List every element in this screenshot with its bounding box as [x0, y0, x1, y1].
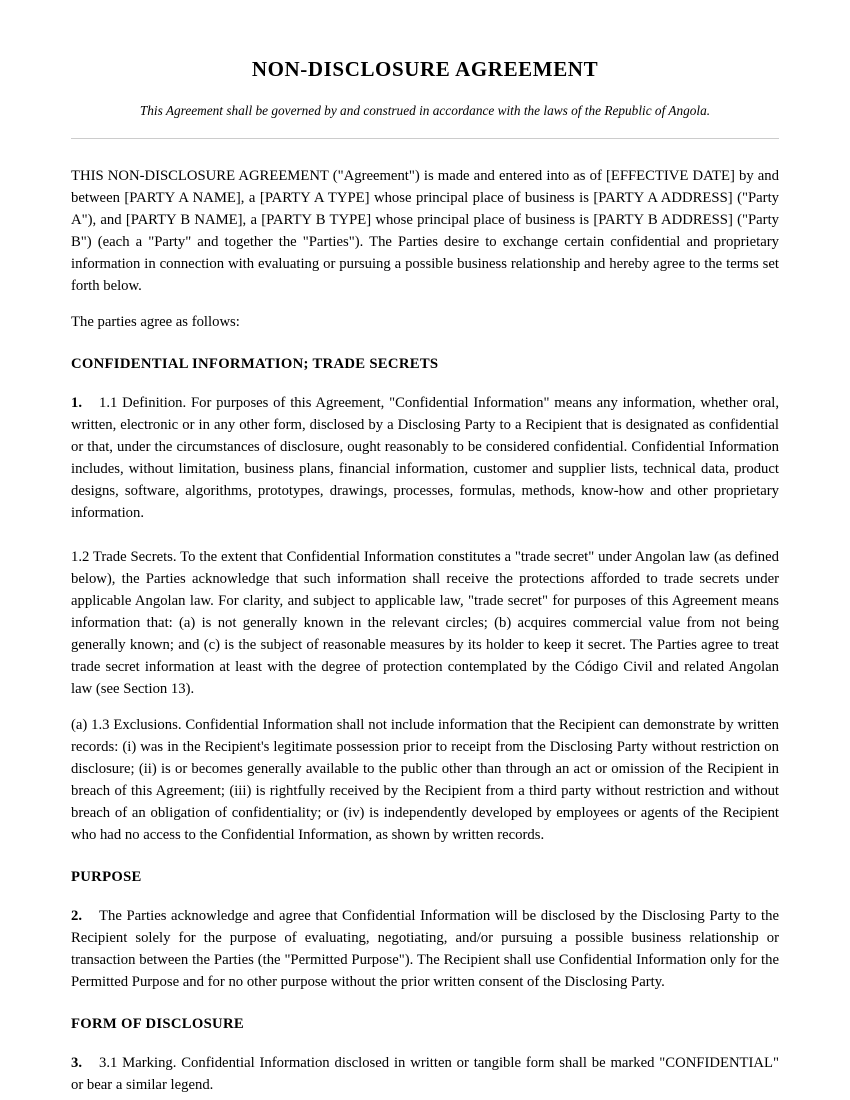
- clause-1-definition: [71, 392, 779, 524]
- lead-paragraph: The parties agree as follows:: [71, 314, 240, 330]
- clause-1-2-trade-secrets: [71, 546, 779, 700]
- clause-number: 3.: [71, 1055, 83, 1071]
- governing-law-note: This Agreement shall be governed by and construed in accordance with the laws of the Republic of Angola.: [139, 103, 711, 118]
- intro-paragraph: THIS NON-DISCLOSURE AGREEMENT ("Agreement") is made and entered into as of [EFFECTIVE DATE] by and between [PARTY A NAME], a [PARTY A TYPE] whose principal place of business is [PARTY A ADDRESS] ("Party A"), and [PARTY B NAME], a [PARTY B TYPE] whose principal place of business is [PARTY B ADDRESS] ("Party B") (each a "Party" and together the "Parties"). The Parties desire to exchange certain confidential and proprietary information in connection with evaluating or pursuing a possible business relationship and hereby agree to the terms set forth below.: [71, 168, 779, 294]
- clause-text: (a) 1.3 Exclusions. Confidential Information shall not include information that the Recipient can demonstrate by written records: (i) was in the Recipient's legitimate possession prior to receipt from the Disclosing Party without restriction on disclosure; (ii) is or becomes generally available to the public other than through an act or omission of the Recipient in breach of this Agreement; (iii) is rightfully received by the Recipient from a third party without restriction and without breach of an obligation of confidentiality; or (iv) is independently developed by employees or agents of the Recipient who had no access to the Confidential Information, as shown by written records.: [71, 717, 779, 843]
- section-heading-form-of-disclosure: FORM OF DISCLOSURE: [71, 1016, 244, 1032]
- clause-text: 3.1 Marking. Confidential Information disclosed in written or tangible form shall be marked "CONFIDENTIAL" or bear a similar legend.: [71, 1055, 779, 1093]
- clause-text: 1.1 Definition. For purposes of this Agreement, "Confidential Information" means any information, whether oral, written, electronic or in any other form, disclosed by a Disclosing Party to a Recipient that is designated as confidential or that, under the circumstances of disclosure, ought reasonably to be considered confidential. Confidential Information includes, without limitation, business plans, financial information, customer and supplier lists, technical data, product designs, software, algorithms, prototypes, drawings, processes, formulas, methods, know-how and other proprietary information.: [71, 395, 779, 521]
- section-heading-purpose: PURPOSE: [71, 869, 142, 885]
- clause-text: 1.2 Trade Secrets. To the extent that Confidential Information constitutes a "trade secret" under Angolan law (as defined below), the Parties acknowledge that such information shall receive the protections afforded to trade secrets under applicable Angolan law. For clarity, and subject to applicable law, "trade secret" for purposes of this Agreement means information that: (a) is not generally known in the relevant circles; (b) acquires commercial value from not being generally known; and (c) is the subject of reasonable measures by its holder to keep it secret. The Parties agree to treat trade secret information at least with the degree of protection contemplated by the Código Civil and related Angolan law (see Section 13).: [71, 549, 779, 697]
- clause-text: The Parties acknowledge and agree that Confidential Information will be disclosed by the Disclosing Party to the Recipient solely for the purpose of evaluating, negotiating, and/or pursuing a possible business relationship or transaction between the Parties (the "Permitted Purpose"). The Recipient shall use Confidential Information only for the Permitted Purpose and for no other purpose without the prior written consent of the Disclosing Party.: [71, 908, 779, 990]
- document-title: NON-DISCLOSURE AGREEMENT: [251, 57, 599, 81]
- section-heading-confidential-information: CONFIDENTIAL INFORMATION; TRADE SECRETS: [71, 356, 439, 372]
- clause-3-marking: [71, 1052, 779, 1096]
- clause-number: 2.: [71, 908, 83, 924]
- clause-2-purpose: [71, 905, 779, 993]
- clause-1-3-exclusions: [71, 714, 779, 846]
- clause-number: 1.: [71, 395, 83, 411]
- divider: [71, 138, 779, 139]
